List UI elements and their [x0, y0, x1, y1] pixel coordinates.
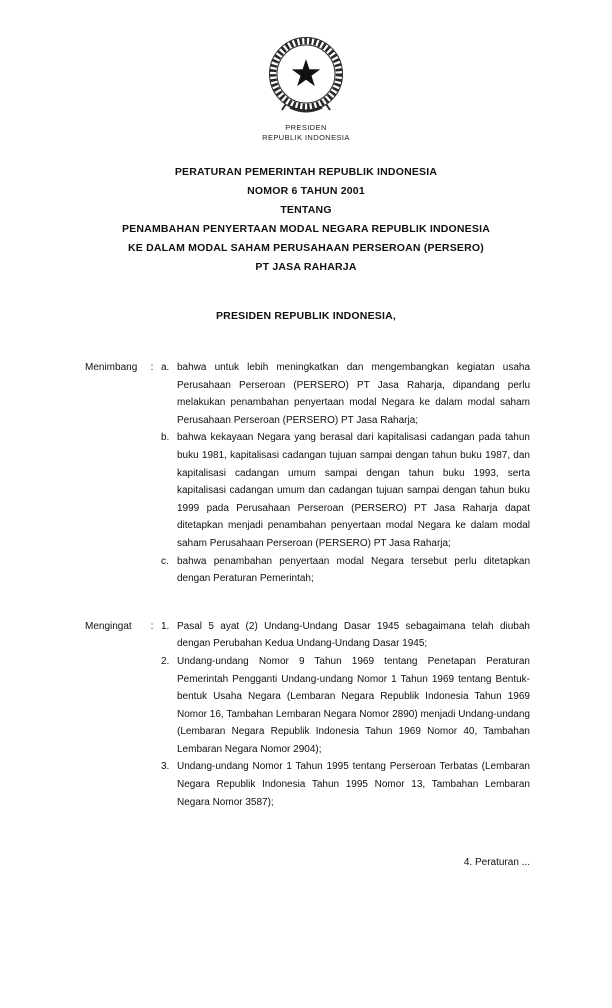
title-line-tentang: TENTANG [280, 204, 332, 216]
item-marker: 3. [161, 761, 170, 773]
item-text: bahwa kekayaan Negara yang berasal dari kapitalisasi cadangan pada tahun buku 1981, kapitalisasi cadangan tujuan sampai dengan tahun buku 1987, dan kapitalisasi cadangan umum sampai dengan tahun buku 1993, serta kapitalisasi cadangan umum dan cadangan tujuan sampai dengan tahun buku 1999 pada Perusahaan Perseroan (PERSERO) PT Jasa Raharja dapat ditetapkan menjadi penambahan penyertaan modal Negara ke dalam modal saham Perusahaan Perseroan (PERSERO) PT Jasa Raharja; [177, 432, 530, 549]
clause-label: Menimbang [85, 362, 138, 373]
item-marker: 1. [161, 620, 170, 632]
emblem-caption-presiden: PRESIDEN [285, 123, 327, 132]
clause-item [161, 653, 530, 759]
item-text: Undang-undang Nomor 1 Tahun 1995 tentang Perseroan Terbatas (Lembaran Negara Republik Indonesia Tahun 1995 Nomor 13, Tambahan Lembaran Negara Nomor 3587); [177, 761, 530, 808]
item-text: Undang-undang Nomor 9 Tahun 1969 tentang Penetapan Peraturan Pemerintah Pengganti Undang-undang Nomor 1 Tahun 1969 tentang Bentuk-bentuk Usaha Negara (Lembaran Negara Republik Indonesia Tahun 1969 Nomor 16, Tambahan Lembaran Negara Nomor 2890) menjadi Undang-undang (Lembaran Negara Republik Indonesia Tahun 1969 Nomor 40, Tambahan Lembaran Negara Nomor 2904); [177, 655, 530, 755]
clause-items [161, 618, 530, 812]
clause-item [161, 758, 530, 811]
item-marker: a. [161, 362, 170, 373]
item-marker: c. [161, 555, 169, 567]
clause-menimbang [85, 359, 530, 588]
title-line-subject-1: PENAMBAHAN PENYERTAAN MODAL NEGARA REPUBLIK INDONESIA [121, 223, 490, 235]
clause-item [161, 618, 530, 653]
page-continuation-note: 4. Peraturan ... [463, 857, 530, 869]
clause-item [161, 429, 530, 552]
item-text: bahwa untuk lebih meningkatkan dan mengembangkan kegiatan usaha Perusahaan Perseroan (PERSERO) PT Jasa Raharja, dipandang perlu melakukan penambahan penyertaan modal Negara ke dalam modal saham Perusahaan Perseroan (PERSERO) PT Jasa Raharja; [177, 362, 530, 426]
clause-separator: : [150, 362, 154, 373]
clause-label: Mengingat [85, 620, 132, 632]
clause-separator: : [150, 620, 154, 632]
salutation: PRESIDEN REPUBLIK INDONESIA, [215, 310, 397, 322]
item-text: bahwa penambahan penyertaan modal Negara tersebut perlu ditetapkan dengan Peraturan Pemerintah; [177, 555, 530, 585]
title-block [0, 163, 612, 277]
clause-mengingat [85, 618, 530, 812]
item-text: Pasal 5 ayat (2) Undang-Undang Dasar 1945 sebagaimana telah diubah dengan Perubahan Kedua Undang-Undang Dasar 1945; [177, 620, 530, 650]
masthead [0, 0, 612, 143]
title-line-regulation: PERATURAN PEMERINTAH REPUBLIK INDONESIA [174, 166, 438, 178]
clauses [85, 359, 530, 811]
title-line-subject-3: PT JASA RAHARJA [255, 261, 357, 273]
clause-item [161, 553, 530, 588]
item-marker: b. [161, 432, 170, 444]
emblem-caption-republik: REPUBLIK INDONESIA [262, 133, 350, 142]
presidential-emblem-icon [261, 36, 351, 120]
clause-item [161, 359, 530, 429]
item-marker: 2. [161, 655, 170, 667]
title-line-subject-2: KE DALAM MODAL SAHAM PERUSAHAAN PERSEROAN (PERSERO) [128, 242, 484, 254]
title-line-number: NOMOR 6 TAHUN 2001 [247, 185, 365, 197]
clause-items [161, 359, 530, 588]
